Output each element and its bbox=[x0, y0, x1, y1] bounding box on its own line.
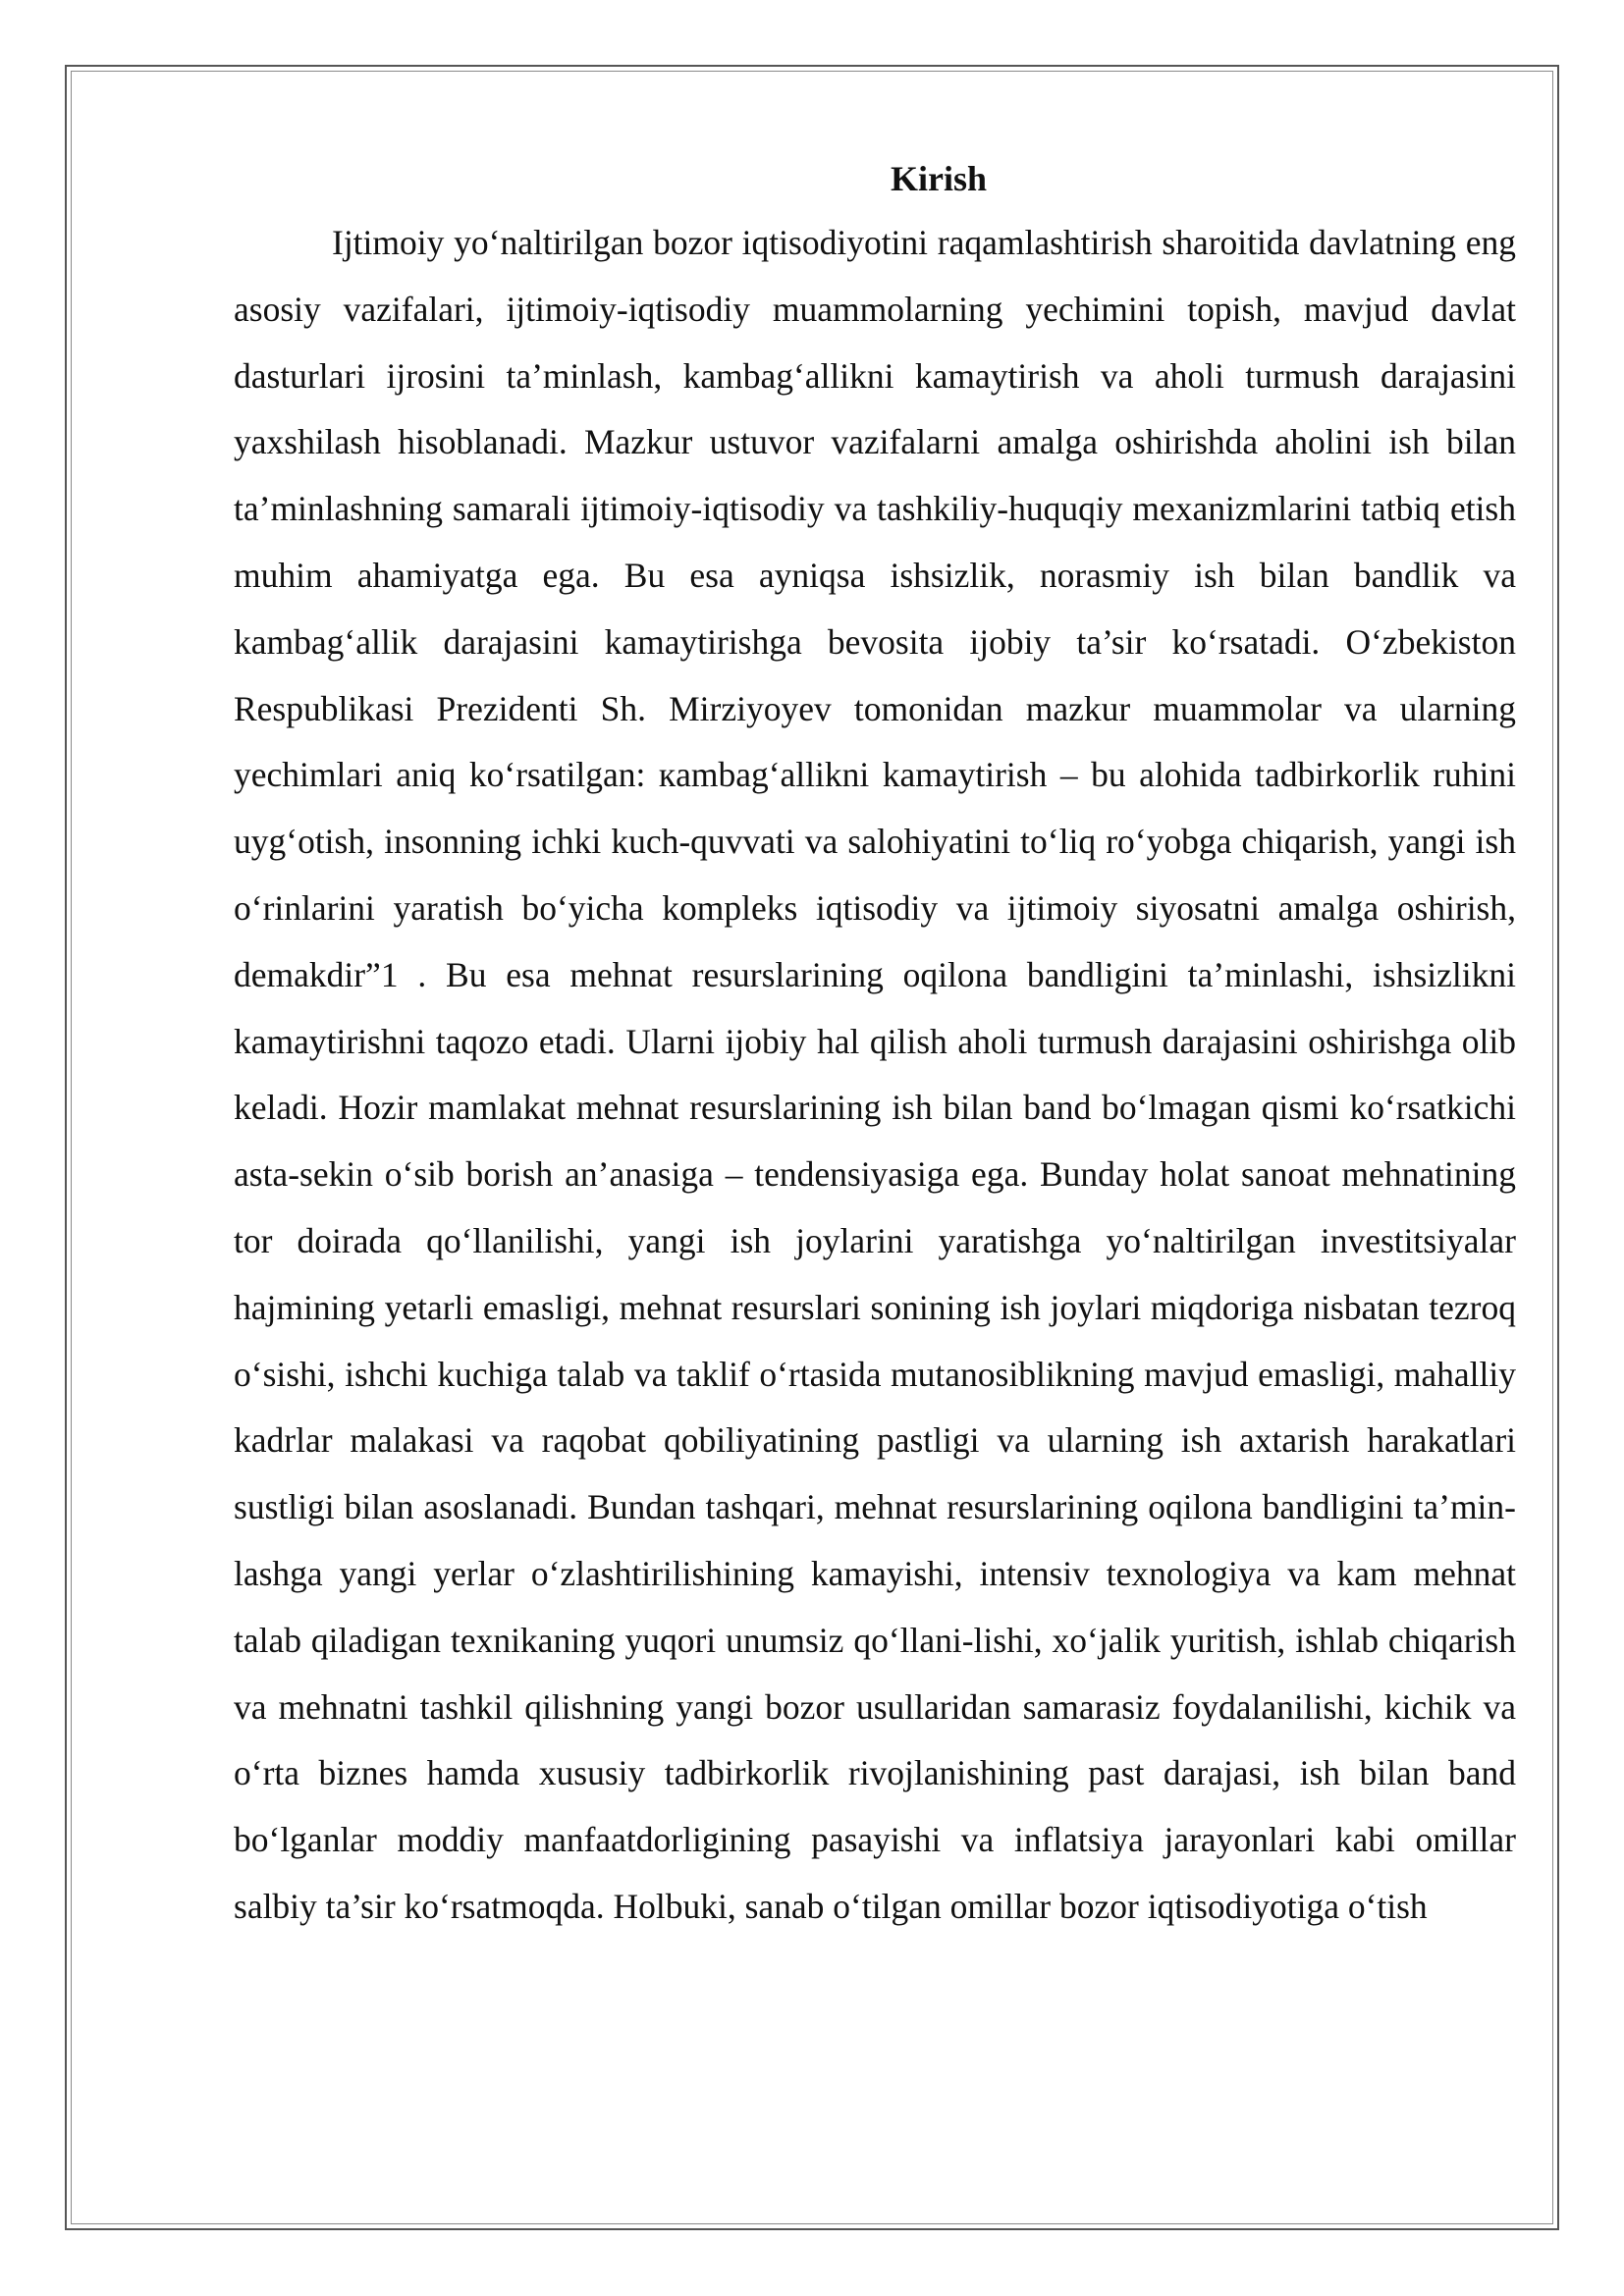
body-paragraph: Ijtimoiy yo‘naltirilgan bozor iqtisodiyotini raqamlashtirish sharoitida davlatning eng asosiy vazifalari, ijtimoiy-iqtisodiy muammolarning yechimini topish, mavjud davlat dasturlari ijrosini ta’minlash, kambag‘allikni kamaytirish va aholi turmush darajasini yaxshilash hisoblanadi. Mazkur ustuvor vazifalarni amalga oshirishda aholini ish bilan ta’minlashning samarali ijtimoiy-iqtisodiy va tashkiliy-huquqiy mexanizmlarini tatbiq etish muhim ahamiyatga ega. Bu esa ayniqsa ishsizlik, norasmiy ish bilan bandlik va kambag‘allik darajasini kamaytirishga bevosita ijobiy ta’sir ko‘rsatadi. O‘zbekiston Respublikasi Prezidenti Sh. Mirziyoyev tomonidan mazkur muammolar va ularning yechimlari aniq ko‘rsatilgan: кambag‘allikni kamaytirish – bu alohida tadbirkorlik ruhini uyg‘otish, insonning ichki kuch-quvvati va salohiyatini to‘liq ro‘yobga chiqarish, yangi ish o‘rinlarini yaratish bo‘yicha kompleks iqtisodiy va ijtimoiy siyosatni amalga oshirish, demakdir”1 . Bu esa mehnat resurslarining oqilona bandligini ta’minlashi, ishsizlikni kamaytirishni taqozo etadi. Ularni ijobiy hal qilish aholi turmush darajasini oshirishga olib keladi. Hozir mamlakat mehnat resurslarining ish bilan band bo‘lmagan qismi ko‘rsatkichi asta-sekin o‘sib borish an’anasiga – tendensiyasiga ega. Bunday holat sanoat mehnatining tor doirada qo‘llanilishi, yangi ish joylarini yaratishga yo‘naltirilgan investitsiyalar hajmining yetarli emasligi, mehnat resurslari sonining ish joylari miqdoriga nisbatan tezroq o‘sishi, ishchi kuchiga talab va taklif o‘rtasida mutanosiblikning mavjud emasligi, mahalliy kadrlar malakasi va raqobat qobiliyatining pastligi va ularning ish axtarish harakatlari sustligi bilan asoslanadi. Bundan tashqari, mehnat resurslarining oqilona bandligini ta’min-lashga yangi yerlar o‘zlashtirilishining kamayishi, intensiv texnologiya va kam mehnat talab qiladigan texnikaning yuqori unumsiz qo‘llani-lishi, xo‘jalik yuritish, ishlab chiqarish va mehnatni tashkil qilishning yangi bozor usullaridan samarasiz foydalanilishi, kichik va o‘rta biznes hamda xususiy tadbirkorlik rivojlanishining past darajasi, ish bilan band bo‘lganlar moddiy manfaatdorligining pasayishi va inflatsiya jarayonlari kabi omillar salbiy ta’sir ko‘rsatmoqda. Holbuki, sanab o‘tilgan omillar bozor iqtisodiyotiga o‘tish bbox=[234, 223, 1516, 1926]
document-title: Kirish bbox=[890, 159, 987, 198]
document-body bbox=[234, 147, 1516, 1941]
